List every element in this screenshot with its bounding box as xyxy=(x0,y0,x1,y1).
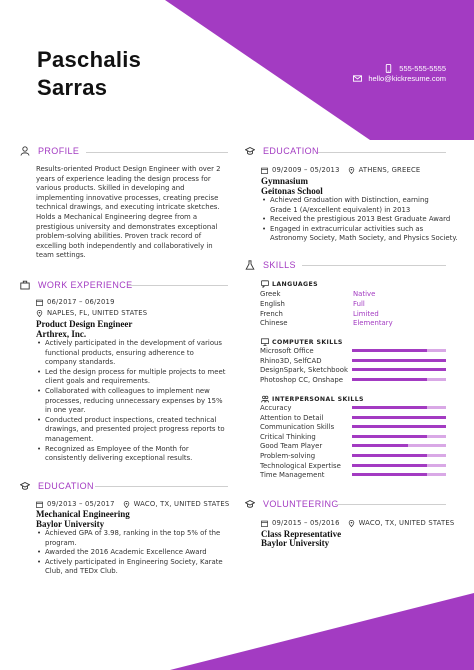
volunteering-role: Class Representative xyxy=(261,529,342,539)
email-text[interactable]: hello@kickresume.com xyxy=(368,74,446,83)
list-item: • Collaborated with colleagues to implement new processes, reducing unnecessary expenses by 15% in one year. xyxy=(36,387,236,416)
skill-level-fill xyxy=(352,473,427,476)
skill-level-fill xyxy=(352,359,446,362)
education-right-school: Geitonas School xyxy=(261,186,323,196)
profile-divider xyxy=(86,152,228,153)
calendar-icon xyxy=(261,520,268,527)
location-pin-icon xyxy=(348,167,355,174)
interpersonal-skill-row xyxy=(260,452,446,462)
skill-name: Microsoft Office xyxy=(260,347,314,355)
skill-level-fill xyxy=(352,368,446,371)
skill-level-bar xyxy=(352,359,446,362)
phone-text: 555-555-5555 xyxy=(399,64,446,73)
computer-skills-subheading: COMPUTER SKILLS xyxy=(261,338,343,346)
skill-level-bar xyxy=(352,416,446,419)
skill-level-fill xyxy=(352,444,408,447)
skill-level-bar xyxy=(352,464,446,467)
skills-divider xyxy=(302,265,446,266)
profile-heading: PROFILE xyxy=(20,146,79,156)
skill-level-bar xyxy=(352,349,446,352)
skill-name: Accuracy xyxy=(260,404,292,412)
list-item: • Engaged in extracurricular activities such as Astronomy Society, Math Society, and Physics Society. xyxy=(261,225,471,244)
profile-summary: Results-oriented Product Design Engineer with over 2 years of experience leading the design process for various products. Skilled in developing and implementing innovative processes, creating precise technical drawings, and executing intricate sketches. Holds a Mechanical Engineering degree from a prestigious university and demonstrates exceptional problem-solving abilities. Proven track record of excelling both independently and collaboratively in team settings. xyxy=(36,165,221,260)
first-name: Paschalis xyxy=(37,47,142,72)
people-icon xyxy=(261,395,269,403)
skill-name: Time Management xyxy=(260,471,325,480)
language-row: Chinese Elementary xyxy=(260,319,393,327)
interpersonal-skill-row xyxy=(260,462,446,472)
list-item: • Achieved Graduation with Distinction, earning Grade 1 (A/excellent equivalent) in 2013 xyxy=(261,196,471,215)
location-pin-icon xyxy=(348,520,355,527)
graduation-cap-icon xyxy=(20,481,30,491)
list-item: • Led the design process for multiple projects to meet client goals and requirements. xyxy=(36,368,236,387)
interpersonal-skill-row xyxy=(260,471,446,481)
chat-icon xyxy=(261,280,269,288)
list-item: • Actively participated in the development of various functional products, ensuring adherence to company standards. xyxy=(36,339,236,368)
calendar-icon xyxy=(36,299,43,306)
skill-name: Critical Thinking xyxy=(260,432,316,441)
computer-skill-row xyxy=(260,347,446,357)
work-role: Product Design Engineer xyxy=(36,319,133,329)
monitor-icon xyxy=(261,338,269,346)
list-item: • Actively participated in Engineering Society, Karate Club, and TEDx Club. xyxy=(36,558,236,577)
interpersonal-skill-row xyxy=(260,442,446,452)
skill-level-bar xyxy=(352,454,446,457)
education-left-degree: Mechanical Engineering xyxy=(36,509,130,519)
skill-level-fill xyxy=(352,378,427,381)
location-pin-icon xyxy=(36,310,43,317)
briefcase-icon xyxy=(20,280,30,290)
work-date: 06/2017 – 06/2019 xyxy=(36,298,115,306)
location-pin-icon xyxy=(123,501,130,508)
flask-icon xyxy=(245,260,255,270)
last-name: Sarras xyxy=(37,75,108,100)
education-left-meta: 09/2013 – 05/2017 WACO, TX, UNITED STATES xyxy=(36,500,229,508)
skill-level-fill xyxy=(352,464,427,467)
skill-level-bar xyxy=(352,406,446,409)
skill-name: Photoshop CC, Onshape xyxy=(260,375,343,384)
skill-name: Problem-solving xyxy=(260,452,316,460)
skill-name: Rhino3D, SelfCAD xyxy=(260,356,322,365)
skill-name: DesignSpark, Sketchbook xyxy=(260,366,348,375)
skill-name: Communication Skills xyxy=(260,423,335,432)
calendar-icon xyxy=(261,167,268,174)
list-item: • Achieved GPA of 3.98, ranking in the top 5% of the program. xyxy=(36,529,236,548)
skill-name: Attention to Detail xyxy=(260,413,324,422)
skill-level-bar xyxy=(352,444,446,447)
list-item: • Awarded the 2016 Academic Excellence Award xyxy=(36,548,236,558)
education-right-bullets xyxy=(261,196,471,244)
volunteering-divider xyxy=(336,504,446,505)
interpersonal-skill-row xyxy=(260,423,446,433)
interpersonal-skill-row xyxy=(260,433,446,443)
volunteering-heading: VOLUNTEERING xyxy=(245,499,339,509)
language-row: French Limited xyxy=(260,310,379,318)
skill-name: Technological Expertise xyxy=(260,461,341,470)
work-divider xyxy=(128,285,228,286)
work-company: Arthrex, Inc. xyxy=(36,329,87,339)
education-right-degree: Gymnasium xyxy=(261,176,309,186)
list-item: • Received the prestigious 2013 Best Graduate Award xyxy=(261,215,471,225)
interpersonal-skill-row xyxy=(260,404,446,414)
languages-subheading: LANGUAGES xyxy=(261,280,318,288)
education-right-heading: EDUCATION xyxy=(245,146,319,156)
skill-level-bar xyxy=(352,473,446,476)
interpersonal-skill-row xyxy=(260,414,446,424)
skills-heading: SKILLS xyxy=(245,260,296,270)
education-right-meta: 09/2009 – 05/2013 ATHENS, GREECE xyxy=(261,166,420,174)
skill-level-fill xyxy=(352,349,427,352)
skill-level-bar xyxy=(352,378,446,381)
computer-skill-row xyxy=(260,366,446,376)
skill-level-bar xyxy=(352,425,446,428)
skill-name: Good Team Player xyxy=(260,442,323,451)
education-left-divider xyxy=(95,486,228,487)
skill-level-fill xyxy=(352,416,446,419)
skill-level-bar xyxy=(352,368,446,371)
email-contact[interactable] xyxy=(353,74,446,83)
email-icon xyxy=(353,74,362,83)
language-row: Greek Native xyxy=(260,290,376,298)
education-left-bullets xyxy=(36,529,236,577)
education-right-divider xyxy=(318,152,446,153)
volunteering-org: Baylor University xyxy=(261,538,330,548)
phone-contact xyxy=(384,64,446,73)
calendar-icon xyxy=(36,501,43,508)
education-left-heading: EDUCATION xyxy=(20,481,94,491)
person-icon xyxy=(20,146,30,156)
work-heading: WORK EXPERIENCE xyxy=(20,280,133,290)
list-item: • Conducted product inspections, created technical drawings, and presented project progress reports to management. xyxy=(36,416,236,445)
skill-level-fill xyxy=(352,425,446,428)
skill-level-fill xyxy=(352,435,427,438)
volunteering-meta: 09/2015 – 05/2016 WACO, TX, UNITED STATES xyxy=(261,519,454,527)
skill-level-fill xyxy=(352,454,427,457)
list-item: • Recognized as Employee of the Month for consistently delivering exceptional results. xyxy=(36,445,236,464)
skill-level-bar xyxy=(352,435,446,438)
graduation-cap-icon xyxy=(245,499,255,509)
skill-level-fill xyxy=(352,406,427,409)
graduation-cap-icon xyxy=(245,146,255,156)
phone-icon xyxy=(384,64,393,73)
computer-skill-row xyxy=(260,357,446,367)
work-location: NAPLES, FL, UNITED STATES xyxy=(36,309,147,317)
work-bullets xyxy=(36,339,236,464)
computer-skill-row xyxy=(260,376,446,386)
interpersonal-skills-subheading: INTERPERSONAL SKILLS xyxy=(261,395,364,403)
language-row: English Full xyxy=(260,300,365,308)
education-left-school: Baylor University xyxy=(36,519,105,529)
